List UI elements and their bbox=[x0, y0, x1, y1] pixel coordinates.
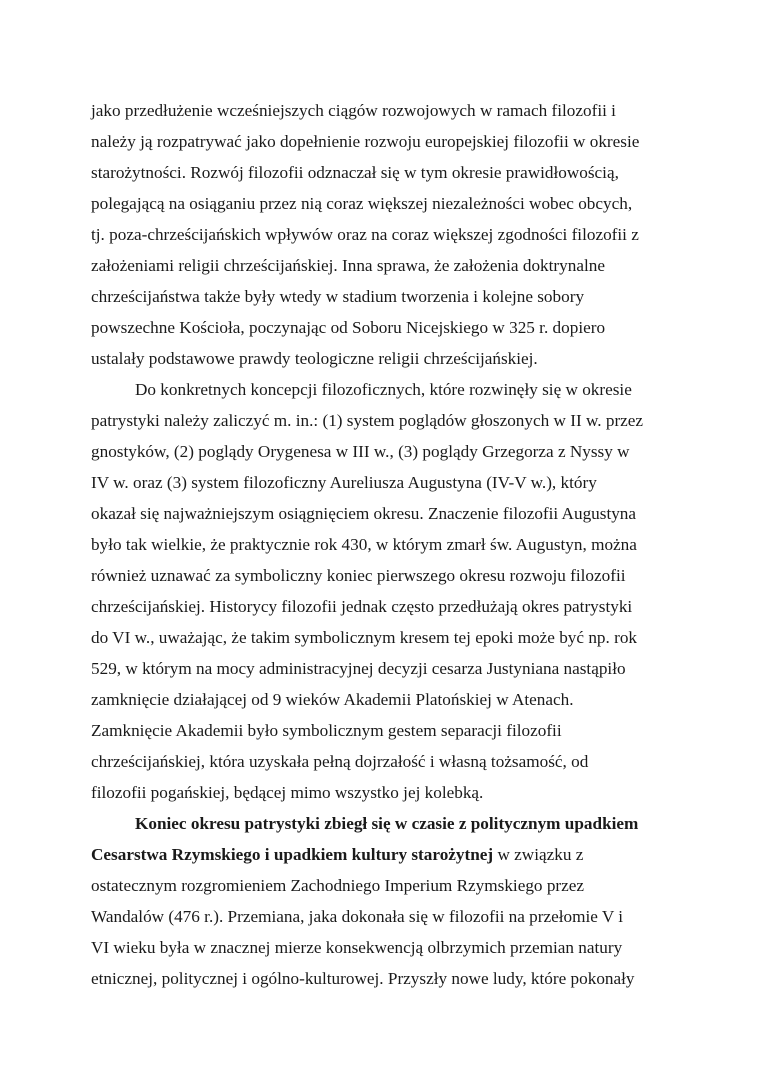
text-line: założeniami religii chrześcijańskiej. Inna sprawa, że założenia doktrynalne bbox=[91, 256, 605, 275]
paragraph-3 bbox=[91, 808, 669, 994]
bold-phrase: Cesarstwa Rzymskiego i upadkiem kultury starożytnej bbox=[91, 845, 494, 864]
text-line: gnostyków, (2) poglądy Orygenesa w III w., (3) poglądy Grzegorza z Nyssy w bbox=[91, 442, 630, 461]
text-line: patrystyki należy zaliczyć m. in.: (1) system poglądów głoszonych w II w. przez bbox=[91, 411, 644, 430]
text-line: tj. poza-chrześcijańskich wpływów oraz na coraz większej zgodności filozofii z bbox=[91, 225, 639, 244]
text-line: polegającą na osiąganiu przez nią coraz większej niezależności wobec obcych, bbox=[91, 194, 633, 213]
text-line: do VI w., uważając, że takim symbolicznym kresem tej epoki może być np. rok bbox=[91, 628, 638, 647]
bold-text-line: Koniec okresu patrystyki zbiegł się w czasie z politycznym upadkiem bbox=[135, 814, 639, 833]
text-line: chrześcijańskiej, która uzyskała pełną dojrzałość i własną tożsamość, od bbox=[91, 752, 589, 771]
text-line: okazał się najważniejszym osiągnięciem okresu. Znaczenie filozofii Augustyna bbox=[91, 504, 637, 523]
text-line: IV w. oraz (3) system filozoficzny Aureliusza Augustyna (IV-V w.), który bbox=[91, 473, 597, 492]
text-line: zamknięcie działającej od 9 wieków Akademii Platońskiej w Atenach. bbox=[91, 690, 574, 709]
text-line: Zamknięcie Akademii było symbolicznym gestem separacji filozofii bbox=[91, 721, 562, 740]
text-line: powszechne Kościoła, poczynając od Soboru Nicejskiego w 325 r. dopiero bbox=[91, 318, 606, 337]
text-line: jako przedłużenie wcześniejszych ciągów rozwojowych w ramach filozofii i bbox=[91, 101, 616, 120]
text-line: 529, w którym na mocy administracyjnej decyzji cesarza Justyniana nastąpiło bbox=[91, 659, 626, 678]
text-line: etnicznej, politycznej i ogólno-kulturowej. Przyszły nowe ludy, które pokonały bbox=[91, 969, 635, 988]
text-line: starożytności. Rozwój filozofii odznaczał się w tym okresie prawidłowością, bbox=[91, 163, 619, 182]
document-body bbox=[91, 95, 669, 994]
text-line: chrześcijaństwa także były wtedy w stadium tworzenia i kolejne sobory bbox=[91, 287, 585, 306]
text-line: Wandalów (476 r.). Przemiana, jaka dokonała się w filozofii na przełomie V i bbox=[91, 907, 624, 926]
text-line: również uznawać za symboliczny koniec pierwszego okresu rozwoju filozofii bbox=[91, 566, 626, 585]
paragraph-2 bbox=[91, 374, 669, 808]
text-line: należy ją rozpatrywać jako dopełnienie rozwoju europejskiej filozofii w okresie bbox=[91, 132, 640, 151]
text-line: ustalały podstawowe prawdy teologiczne religii chrześcijańskiej. bbox=[91, 349, 538, 368]
paragraph-1 bbox=[91, 95, 669, 374]
text-line: chrześcijańskiej. Historycy filozofii jednak często przedłużają okres patrystyki bbox=[91, 597, 633, 616]
text-line: filozofii pogańskiej, będącej mimo wszystko jej kolebką. bbox=[91, 783, 484, 802]
text-line: VI wieku była w znacznej mierze konsekwencją olbrzymich przemian natury bbox=[91, 938, 623, 957]
text-line: Do konkretnych koncepcji filozoficznych, które rozwinęły się w okresie bbox=[135, 380, 632, 399]
text-fragment: w związku z bbox=[493, 845, 584, 864]
text-line bbox=[91, 839, 669, 870]
text-line: było tak wielkie, że praktycznie rok 430, w którym zmarł św. Augustyn, można bbox=[91, 535, 637, 554]
text-line: ostatecznym rozgromieniem Zachodniego Imperium Rzymskiego przez bbox=[91, 876, 585, 895]
